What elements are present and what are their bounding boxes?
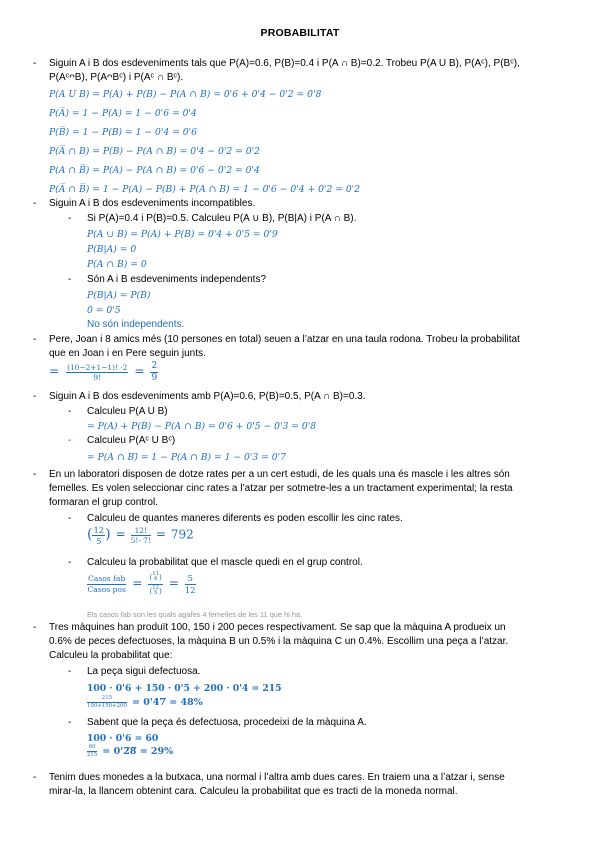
problem-5-text: femelles. Es volen seleccionar cinc rates a l’atzar per sotmetre-les a un tractament experimental; la resta bbox=[49, 483, 513, 494]
answer-line: P(A̅) = 1 − P(A) = 1 − 0'6 = 0'4 bbox=[49, 108, 197, 119]
binomial-bottom: 5 bbox=[96, 536, 102, 547]
result-value: 792 bbox=[170, 527, 194, 542]
fraction bbox=[185, 574, 196, 594]
note-text: Els casos fab son les quals agafes 4 femelles de les 11 que hi ha. bbox=[87, 610, 303, 619]
denominator: 215 bbox=[87, 752, 98, 759]
subquestion: La peça sigui defectuosa. bbox=[87, 666, 201, 677]
fraction bbox=[87, 696, 127, 710]
denominator: 9! bbox=[93, 373, 102, 382]
problem-5-text: En un laboratori disposen de dotze rates per a un cert estudi, de les quals una és mascle i les altres són bbox=[49, 469, 510, 480]
answer-line: No són independents. bbox=[87, 319, 185, 330]
fraction bbox=[87, 745, 97, 759]
equals-sign: = bbox=[168, 575, 179, 590]
denominator: Casos pos bbox=[87, 584, 126, 594]
answer-line: P(A ∩ B) = 0 bbox=[87, 259, 147, 270]
answer-line: 0 = 0'5 bbox=[87, 305, 121, 316]
answer-line: = P(A ∩ B)̅ = 1 − P(A ∩ B) = 1 − 0'3 = 0'7 bbox=[87, 452, 286, 463]
fraction bbox=[87, 575, 126, 593]
problem-1-text: Siguin A i B dos esdeveniments tals que P(A)=0.6, P(B)=0.4 i P(A ∩ B)=0.2. Trobeu P(A U B), P(Aᶜ), P(Bᶜ), bbox=[49, 58, 520, 69]
denominator: 5!· 7! bbox=[130, 536, 151, 546]
numerator: (10−2+1−1)! ·2 bbox=[67, 362, 128, 372]
bullet: - bbox=[33, 772, 37, 783]
problem-7-text: mirar-la, la llancem obtenint cara. Calculeu la probabilitat que es tracti de la moneda normal. bbox=[49, 786, 458, 797]
equals-sign: = bbox=[115, 527, 126, 542]
bullet: - bbox=[33, 391, 37, 402]
answer-line: P(A U B) = P(A) + P(B) − P(A ∩ B) = 0'6 + 0'4 − 0'2 = 0'8 bbox=[49, 89, 322, 100]
binomial-top: 12 bbox=[152, 584, 160, 591]
formula-combinations: ( $\frac{12}{5}$ ) = $\frac{12!}{5!\cdot 7!}$ = 792 bbox=[87, 525, 194, 547]
sub-bullet: - bbox=[68, 666, 72, 677]
problem-1-text: P(AᶜᴖB), P(AᴖBᶜ) i P(Aᶜ ∩ Bᶜ). bbox=[49, 72, 184, 83]
problem-4-text: Siguin A i B dos esdeveniments amb P(A)=0.6, P(B)=0.5, P(A ∩ B)=0.3. bbox=[49, 391, 366, 402]
answer-line: P(A̅ ∩ B) = P(B) − P(A ∩ B) = 0'4 − 0'2 = 0'2 bbox=[49, 146, 260, 157]
fraction bbox=[131, 527, 151, 545]
answer-line: 100 · 0'6 + 150 · 0'5 + 200 · 0'4 = 215 bbox=[87, 683, 282, 694]
problem-3-text: que en Joan i en Pere seguin junts. bbox=[49, 348, 206, 359]
problem-6-text: Calculeu la probabilitat que: bbox=[49, 650, 173, 661]
equals-sign: = bbox=[134, 364, 145, 378]
sub-bullet: - bbox=[68, 513, 72, 524]
result-value: = 0'2̅8̅ = 29% bbox=[102, 746, 174, 758]
sub-bullet: - bbox=[68, 406, 72, 417]
binomial-bottom: 4 bbox=[153, 576, 158, 583]
result-value: = 0'47̅ = 48% bbox=[131, 697, 203, 709]
denominator: ( 12 5 ) bbox=[149, 584, 162, 597]
bullet: - bbox=[33, 198, 37, 209]
answer-line: P(B|A) = P(B) bbox=[87, 290, 151, 301]
bullet: - bbox=[33, 334, 37, 345]
formula-defective bbox=[87, 696, 203, 710]
binomial-top: 11 bbox=[152, 571, 160, 577]
subquestion: Si P(A)=0.4 i P(B)=0.5. Calculeu P(A ∪ B), P(B|A) i P(A ∩ B). bbox=[87, 213, 357, 224]
answer-line: P(A ∪ B) = P(A) + P(B) = 0'4 + 0'5 = 0'9 bbox=[87, 229, 278, 240]
subquestion: Calculeu P(A U B) bbox=[87, 406, 168, 417]
problem-6-text: 0.6% de peces defectuoses, la màquina B un 0.5% i la màquina C un 0.4%. Escollim una peça a l’atzar. bbox=[49, 636, 509, 647]
subquestion: Són A i B esdeveniments independents? bbox=[87, 274, 267, 285]
sub-bullet: - bbox=[68, 274, 72, 285]
bullet: - bbox=[33, 469, 37, 480]
formula-machine-a bbox=[87, 745, 173, 759]
numerator: 12! bbox=[131, 527, 151, 536]
answer-line: P(A ∩ B̅) = P(A) − P(A ∩ B) = 0'6 − 0'2 = 0'4 bbox=[49, 165, 260, 176]
sub-bullet: - bbox=[68, 435, 72, 446]
denominator: 9 bbox=[151, 373, 158, 383]
equals-sign: = bbox=[155, 527, 166, 542]
formula-seats bbox=[49, 362, 158, 383]
numerator: Casos fab bbox=[88, 574, 126, 584]
answer-line: 100 · 0'6 = 60 bbox=[87, 733, 159, 744]
equals-sign: = bbox=[49, 364, 60, 378]
answer-line: P(A̅ ∩ B̅) = 1 − P(A) − P(B) + P(A ∩ B) = 1 − 0'6 − 0'4 + 0'2 = 0'2 bbox=[49, 184, 361, 195]
fraction bbox=[150, 362, 158, 383]
numerator: 2 bbox=[151, 361, 158, 371]
equals-sign: = bbox=[132, 575, 143, 590]
subquestion: Calculeu de quantes maneres diferents es poden escollir les cinc rates. bbox=[87, 513, 403, 524]
sub-bullet: - bbox=[68, 557, 72, 568]
fraction bbox=[148, 572, 162, 597]
formula-probability bbox=[87, 572, 196, 597]
answer-line: = P(A) + P(B) − P(A ∩ B) = 0'6 + 0'5 − 0'3 = 0'8 bbox=[87, 421, 317, 432]
sub-bullet: - bbox=[68, 213, 72, 224]
problem-3-text: Pere, Joan i 8 amics més (10 persones en total) seuen a l’atzar en una taula rodona. Trobeu la probabilitat bbox=[49, 334, 520, 345]
sub-bullet: - bbox=[68, 717, 72, 728]
answer-line: P(B|A) = 0 bbox=[87, 244, 137, 255]
binomial-bottom: 5 bbox=[153, 590, 158, 597]
numerator: 215 bbox=[87, 696, 127, 703]
problem-6-text: Tres màquines han produït 100, 150 i 200 peces respectivament. Se sap que la màquina A produeix un bbox=[49, 622, 506, 633]
bullet: - bbox=[33, 622, 37, 633]
page-title: PROBABILITAT bbox=[260, 27, 340, 39]
denominator: 12 bbox=[184, 584, 196, 595]
binomial bbox=[92, 526, 105, 546]
numerator: 5 bbox=[185, 574, 196, 584]
numerator: 60 bbox=[87, 745, 97, 752]
problem-7-text: Tenim dues monedes a la butxaca, una normal i l’altra amb dues cares. En traiem una a l’atzar i, sense bbox=[49, 772, 505, 783]
subquestion: Calculeu la probabilitat que el mascle quedi en el grup control. bbox=[87, 557, 363, 568]
binomial-top: 12 bbox=[93, 525, 105, 535]
bullet: - bbox=[33, 58, 37, 69]
denominator: 100+150+200 bbox=[87, 703, 127, 710]
problem-5-text: formaran el grup control. bbox=[49, 497, 158, 508]
subquestion: Calculeu P(Aᶜ U Bᶜ) bbox=[87, 435, 176, 446]
problem-2-text: Siguin A i B dos esdeveniments incompatibles. bbox=[49, 198, 256, 209]
subquestion: Sabent que la peça és defectuosa, procedeixi de la màquina A. bbox=[87, 717, 367, 728]
answer-line: P(B̅) = 1 − P(B) = 1 − 0'4 = 0'6 bbox=[49, 127, 198, 138]
fraction bbox=[66, 364, 128, 382]
numerator: ( 11 4 ) bbox=[148, 572, 162, 585]
